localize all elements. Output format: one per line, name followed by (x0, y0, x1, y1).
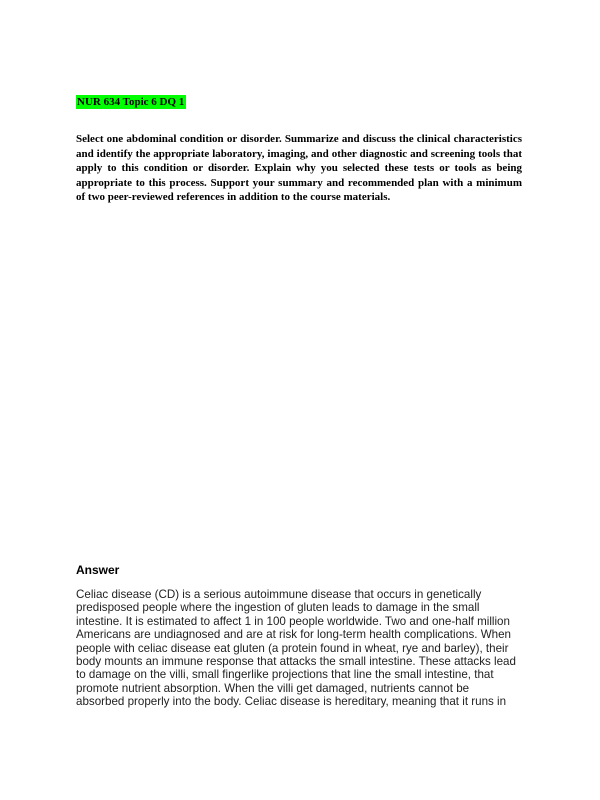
answer-heading: Answer (76, 563, 120, 577)
answer-line: Americans are undiagnosed and are at risk for long-term health complications. When (76, 628, 511, 642)
answer-line: to damage on the villi, small fingerlike projections that line the small intestine, that (76, 668, 494, 682)
answer-line: Celiac disease (CD) is a serious autoimmune disease that occurs in genetically (76, 588, 482, 601)
answer-line: intestine. It is estimated to affect 1 in 100 people worldwide. Two and one-half million (76, 614, 510, 628)
answer-line: promote nutrient absorption. When the villi get damaged, nutrients cannot be (76, 681, 470, 695)
answer-line: absorbed properly into the body. Celiac disease is hereditary, meaning that it runs in (76, 695, 507, 709)
discussion-prompt: Select one abdominal condition or disorder. Summarize and discuss the clinical characteristics and identify the appropriate laboratory, imaging, and other diagnostic and screening tools that apply to this condition or disorder. Explain why you selected these tests or tools as being appropriate to this process. Support your summary and recommended plan with a minimum of two peer-reviewed references in addition to the course materials. (76, 133, 522, 204)
answer-line: predisposed people where the ingestion of gluten leads to damage in the small (76, 601, 480, 615)
answer-line: people with celiac disease eat gluten (a protein found in wheat, rye and barley), their (76, 641, 509, 655)
answer-line: body mounts an immune response that attacks the small intestine. These attacks lead (76, 655, 516, 669)
answer-body (76, 588, 516, 709)
document-title: NUR 634 Topic 6 DQ 1 (77, 96, 185, 108)
